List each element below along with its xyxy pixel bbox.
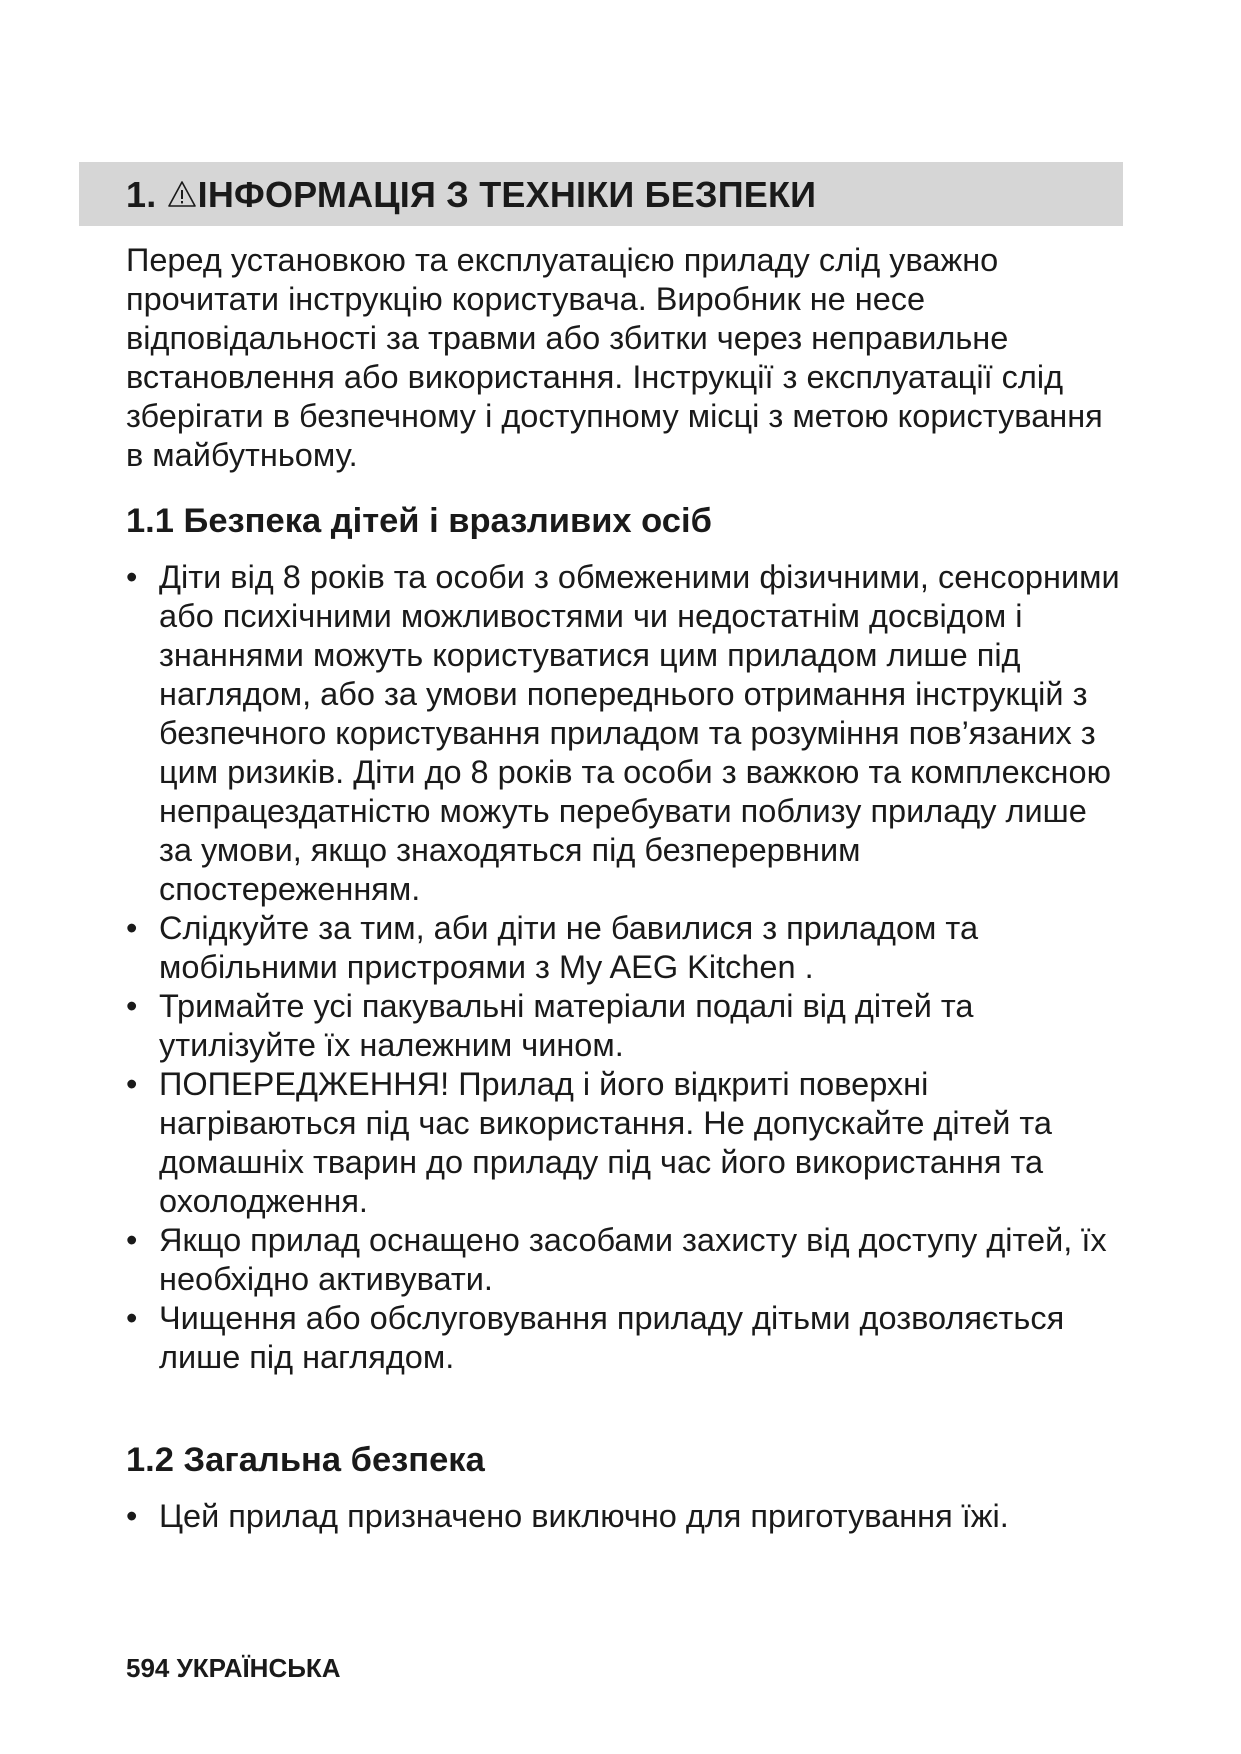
section-heading: ІНФОРМАЦІЯ З ТЕХНІКИ БЕЗПЕКИ bbox=[197, 174, 817, 215]
list-item-text: Якщо прилад оснащено засобами захисту від доступу дітей, їх необхідно активувати. bbox=[159, 1222, 1107, 1297]
list-item-text: Діти від 8 років та особи з обмеженими фізичними, сенсорними або психічними можливостями чи недостатнім досвідом і знаннями можуть користуватися цим приладом лише під наглядом, або за умови попереднього отримання інструкцій з безпечного користування приладом та розуміння пов’язаних з цим ризиків. Діти до 8 років та особи з важкою та комплексною непрацездатністю можуть перебувати поблизу приладу лише за умови, якщо знаходяться під безперервним спостереженням. bbox=[159, 559, 1120, 907]
general-safety-list bbox=[126, 1497, 1126, 1536]
list-item-text: Чищення або обслуговування приладу дітьми дозволяється лише під наглядом. bbox=[159, 1300, 1065, 1375]
list-item-text: Цей прилад призначено виключно для приготування їжі. bbox=[159, 1498, 1009, 1534]
list-item bbox=[126, 1065, 1126, 1221]
bullet-mark: • bbox=[126, 1222, 138, 1258]
subsection-title-child-safety: 1.1 Безпека дітей і вразливих осіб bbox=[126, 502, 712, 540]
bullet-mark: • bbox=[126, 910, 138, 946]
section-number: 1. bbox=[126, 174, 157, 215]
bullet-mark: • bbox=[126, 1300, 138, 1336]
list-item bbox=[126, 987, 1126, 1065]
list-item-text: ПОПЕРЕДЖЕННЯ! Прилад і його відкриті поверхні нагріваються під час використання. Не допускайте дітей та домашніх тварин до приладу під час його використання та охолодження. bbox=[159, 1066, 1053, 1219]
page-footer bbox=[126, 1652, 341, 1684]
list-item bbox=[126, 1299, 1126, 1377]
child-safety-list bbox=[126, 558, 1126, 1377]
section-title bbox=[126, 173, 816, 217]
bullet-mark: • bbox=[126, 1498, 138, 1534]
footer-language: УКРАЇНСЬКА bbox=[176, 1653, 341, 1683]
warning-triangle-icon bbox=[167, 179, 197, 209]
bullet-mark: • bbox=[126, 988, 138, 1024]
bullet-mark: • bbox=[126, 559, 138, 595]
list-item bbox=[126, 1497, 1126, 1536]
list-item bbox=[126, 558, 1126, 909]
page-number: 594 bbox=[126, 1653, 170, 1683]
bullet-mark: • bbox=[126, 1066, 138, 1102]
list-item bbox=[126, 1221, 1126, 1299]
list-item-text: Слідкуйте за тим, аби діти не бавилися з приладом та мобільними пристроями з My AEG Kitchen . bbox=[159, 910, 979, 985]
list-item-text: Тримайте усі пакувальні матеріали подалі від дітей та утилізуйте їх належним чином. bbox=[159, 988, 974, 1063]
subsection-title-general-safety: 1.2 Загальна безпека bbox=[126, 1441, 485, 1479]
intro-paragraph: Перед установкою та експлуатацією приладу слід уважно прочитати інструкцію користувача. Виробник не несе відповідальності за травми або збитки через неправильне встановлення або використання. Інструкції з експлуатації слід зберігати в безпечному і доступному місці з метою користування в майбутньому. bbox=[126, 242, 1103, 473]
list-item bbox=[126, 909, 1126, 987]
